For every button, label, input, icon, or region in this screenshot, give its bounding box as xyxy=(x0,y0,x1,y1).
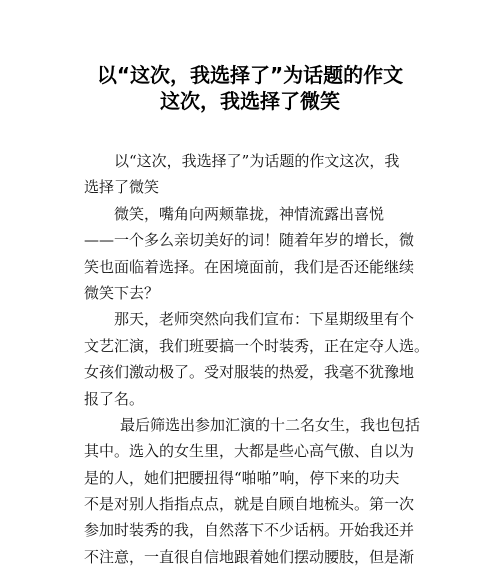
body-line: 微笑下去？ xyxy=(84,283,160,302)
body-line: ——一个多么亲切美好的词！随着年岁的增长，微 xyxy=(84,231,415,250)
body-line: 是的人，她们把腰扭得“啪啪”响，停下来的功夫 xyxy=(84,468,400,487)
body-line: 女孩们激动极了。受对服装的热爱，我毫不犹豫地 xyxy=(84,363,415,382)
body-line: 其中。选入的女生里，大都是些心高气傲、自以为 xyxy=(84,442,415,461)
body-line: 不注意，一直很自信地跟着她们摆动腰肢，但是渐 xyxy=(84,547,415,566)
body-line: 笑也面临着选择。在困境面前，我们是否还能继续 xyxy=(84,257,415,276)
body-line: 报了名。 xyxy=(84,389,145,408)
body-line: 不是对别人指指点点，就是自顾自地梳头。第一次 xyxy=(84,495,415,514)
document-title-line-2: 这次，我选择了微笑 xyxy=(160,89,340,113)
document-title-line-1: 以“这次，我选择了”为话题的作文 xyxy=(96,63,404,87)
body-line: 文艺汇演，我们班要搞一个时装秀，正在定夺人选。 xyxy=(84,336,430,355)
body-line: 微笑，嘴角向两颊靠拢，神情流露出喜悦 xyxy=(114,204,385,223)
essay-body xyxy=(84,148,430,570)
body-line: 参加时装秀的我，自然落下不少话柄。开始我还并 xyxy=(84,521,415,540)
body-line: 选择了微笑 xyxy=(84,178,160,197)
body-line: 最后筛选出参加汇演的十二名女生，我也包括 xyxy=(120,415,421,434)
body-line: 那天，老师突然向我们宣布：下星期级里有个 xyxy=(114,310,415,329)
body-line: 以“这次，我选择了”为话题的作文这次，我 xyxy=(114,152,400,170)
